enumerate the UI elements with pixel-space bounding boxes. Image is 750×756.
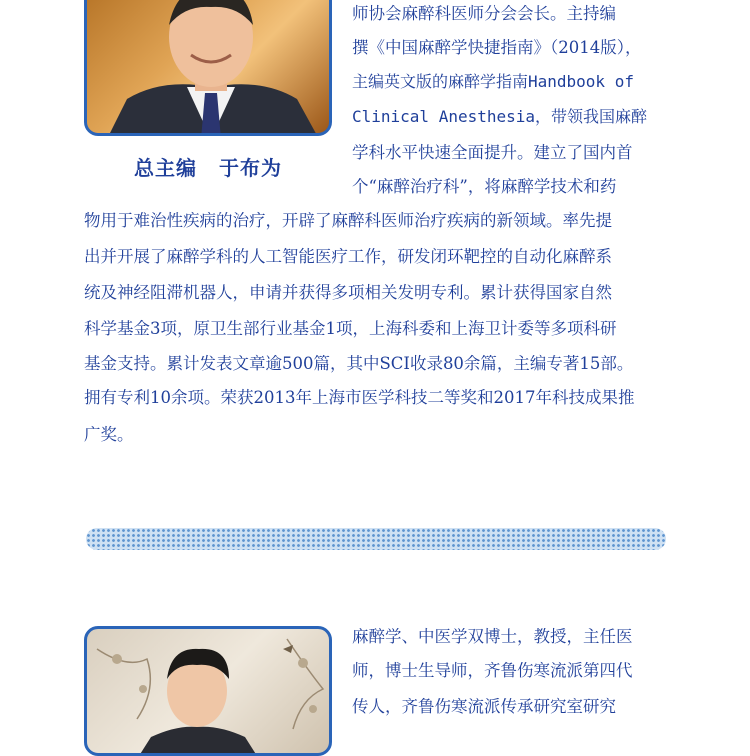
bio-line: 主编英文版的麻醉学指南Handbook of — [352, 72, 634, 91]
second-editor-portrait-photo — [84, 626, 332, 756]
bio-line: 广奖。 — [84, 425, 134, 444]
bio-line: 传人，齐鲁伤寒流派传承研究室研究 — [352, 697, 616, 716]
caption-name: 于布为 — [219, 156, 282, 180]
caption-title: 总主编 — [134, 156, 197, 180]
bio-line: 出并开展了麻醉学科的人工智能医疗工作，研发闭环靶控的自动化麻醉系 — [84, 247, 612, 266]
bio-line: 师，博士生导师，齐鲁伤寒流派第四代 — [352, 661, 633, 680]
bio-line: 基金支持。累计发表文章逾500篇，其中SCI收录80余篇，主编专著15部。 — [84, 354, 634, 373]
portrait-figure — [87, 0, 332, 136]
editor-caption — [84, 152, 332, 181]
bio-line: 学科水平快速全面提升。建立了国内首 — [352, 143, 633, 162]
portrait-figure — [87, 629, 332, 756]
bio-line: 师协会麻醉科医师分会会长。主持编 — [352, 4, 616, 23]
bio-line: 拥有专利10余项。荣获2013年上海市医学科技二等奖和2017年科技成果推 — [84, 388, 635, 407]
bio-line: Clinical Anesthesia，带领我国麻醉 — [352, 107, 648, 126]
dotted-divider — [86, 528, 666, 550]
bio-line: 科学基金3项，原卫生部行业基金1项，上海科委和上海卫计委等多项科研 — [84, 319, 617, 338]
bio-line: 物用于难治性疾病的治疗，开辟了麻醉科医师治疗疾病的新领域。率先提 — [84, 211, 612, 230]
bio-line: 个“麻醉治疗科”，将麻醉学技术和药 — [352, 177, 617, 196]
bio-line: 统及神经阻滞机器人，申请并获得多项相关发明专利。累计获得国家自然 — [84, 283, 612, 302]
bio-line: 撰《中国麻醉学快捷指南》（2014版）， — [352, 38, 642, 57]
editor-portrait-photo — [84, 0, 332, 136]
bio-line: 麻醉学、中医学双博士，教授，主任医 — [352, 627, 633, 646]
